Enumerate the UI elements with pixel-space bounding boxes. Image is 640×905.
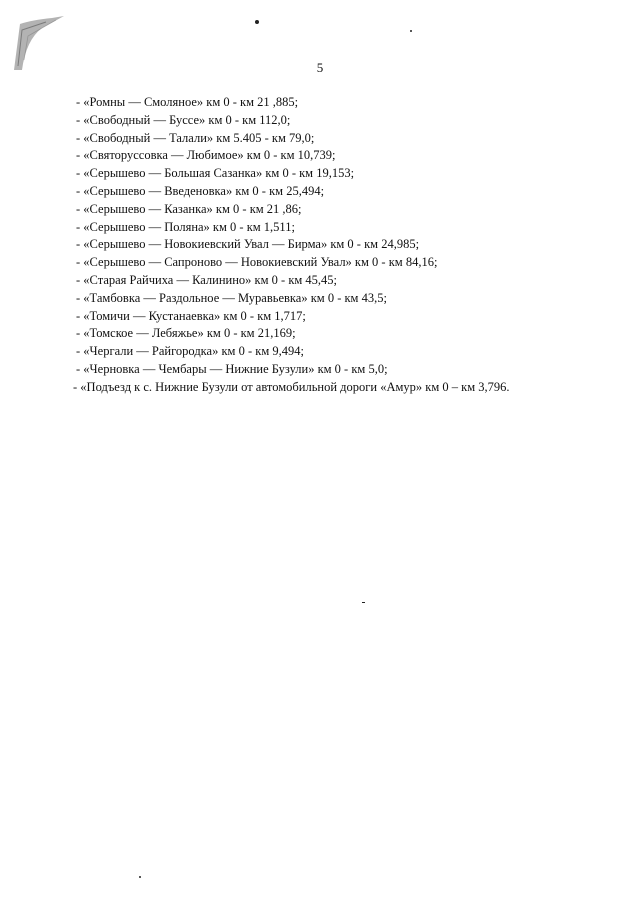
road-list-item: - «Серышево — Поляна» км 0 - км 1,511; [76,219,295,234]
road-list-item: - «Святоруссовка — Любимое» км 0 - км 10,739; [76,148,336,163]
scan-speck [362,602,365,603]
road-list-item: - «Томское — Лебяжье» км 0 - км 21,169; [76,326,296,341]
road-list-item: - «Серышево — Большая Сазанка» км 0 - км 19,153; [76,166,355,181]
page-number: 5 [316,60,324,75]
road-list-item: - «Тамбовка — Раздольное — Муравьевка» км 0 - км 43,5; [76,290,387,305]
scan-speck [410,30,412,32]
road-list-item: - «Серышево — Сапроново — Новокиевский Увал» км 0 - км 84,16; [76,255,438,270]
scan-speck [255,20,259,24]
road-list-item: - «Томичи — Кустанаевка» км 0 - км 1,717; [76,308,306,323]
road-list-item: - «Свободный — Буссе» км 0 - км 112,0; [76,112,291,127]
road-list-item: - «Серышево — Введеновка» км 0 - км 25,494; [76,183,325,198]
road-list [73,94,616,397]
road-list-item: - «Серышево — Казанка» км 0 - км 21 ,86; [76,201,302,216]
road-list-item: - «Свободный — Талали» км 5.405 - км 79,0; [76,130,315,145]
road-list-item: - «Чергали — Райгородка» км 0 - км 9,494; [76,344,304,359]
scan-speck [139,876,141,878]
road-list-item: - «Ромны — Смоляное» км 0 - км 21 ,885; [76,95,299,109]
road-list-item: - «Черновка — Чембары — Нижние Бузули» км 0 - км 5,0; [76,361,388,376]
road-list-item: - «Подъезд к с. Нижние Бузули от автомобильной дороги «Амур» км 0 – км 3,796. [73,379,510,394]
road-list-item: - «Серышево — Новокиевский Увал — Бирма» км 0 - км 24,985; [76,237,420,252]
road-list-item: - «Старая Райчиха — Калинино» км 0 - км 45,45; [76,272,338,287]
